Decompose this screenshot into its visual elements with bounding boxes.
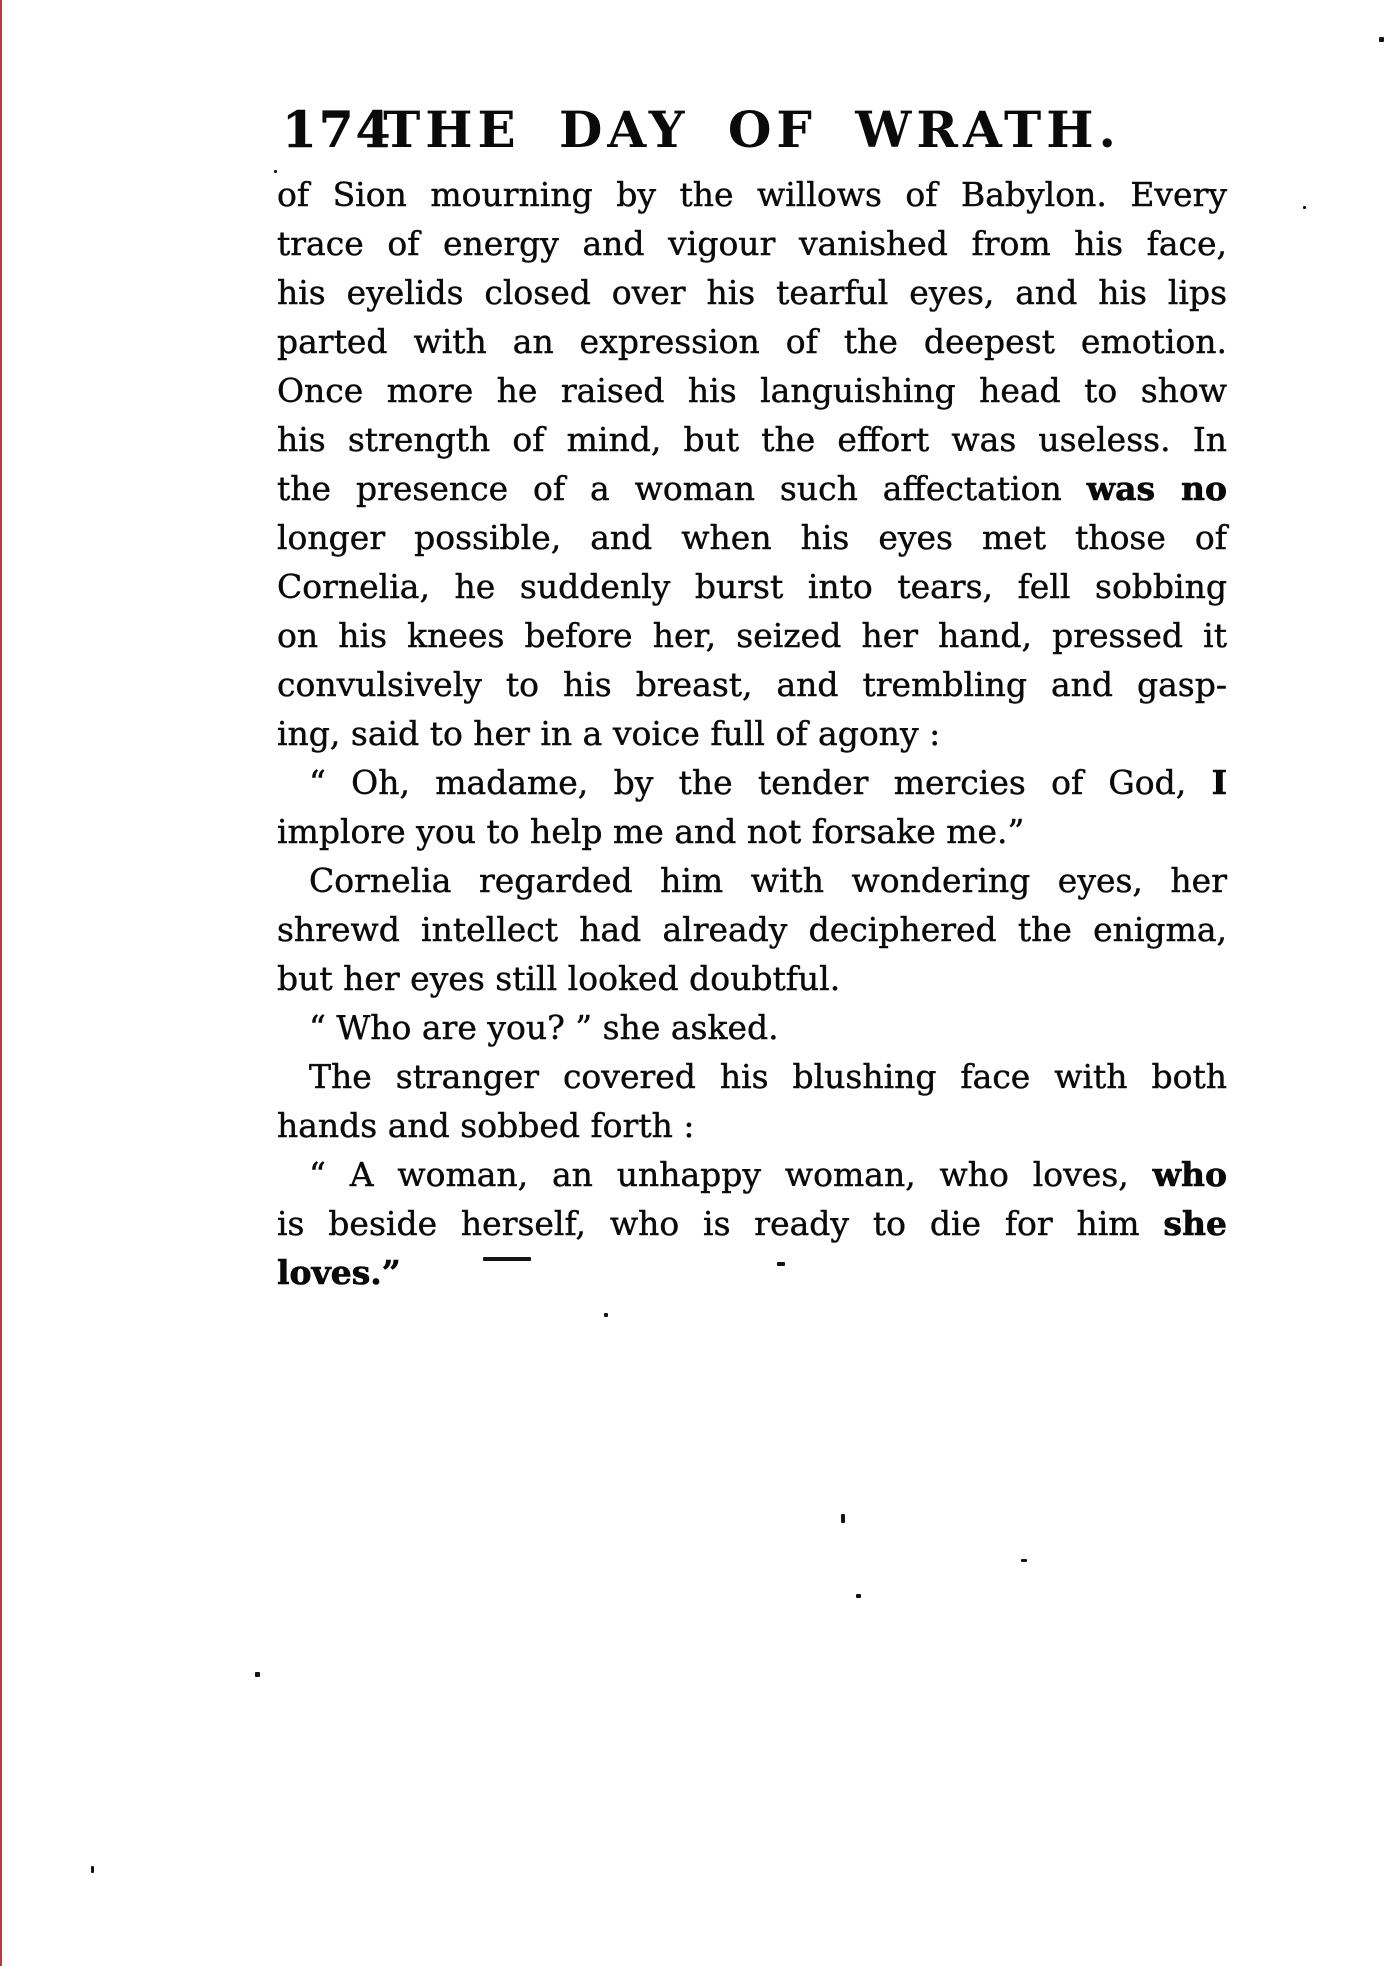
heavy-ink-word: I [1211,763,1227,802]
text-line: implore you to help me and not forsake me.” [277,812,1025,851]
body-text [277,170,1227,1297]
page-number: 174 [282,100,393,159]
text-line [277,1150,1227,1199]
scan-speck [1379,37,1384,42]
text-segment: “ A woman, an unhappy woman, who loves, [309,1155,1153,1194]
text-line: on his knees before her, seized her hand, pressed it [277,616,1227,655]
scan-speck [1303,206,1306,209]
text-line: but her eyes still looked doubtful. [277,959,841,998]
scan-speck [604,1313,608,1317]
scan-speck [274,170,277,173]
running-title: THE DAY OF WRATH. [383,100,1121,159]
text-line: his eyelids closed over his tearful eyes, and his lips [277,273,1227,312]
text-line: his strength of mind, but the effort was useless. In [277,420,1227,459]
heavy-ink-word: was no [1086,469,1227,508]
text-segment: is beside herself, who is ready to die for him [277,1204,1164,1243]
text-line: ing, said to her in a voice full of agony : [277,714,941,753]
scan-speck [777,1262,785,1266]
text-line: Once more he raised his languishing head to show [277,371,1227,410]
text-line: of Sion mourning by the willows of Babylon. Every [277,175,1227,214]
text-line: hands and sobbed forth : [277,1106,695,1145]
heavy-ink-word: she [1163,1204,1227,1243]
scan-speck [841,1514,845,1523]
text-line [277,464,1227,513]
heavy-ink-word: who [1152,1155,1227,1194]
text-line: trace of energy and vigour vanished from his face, [277,224,1227,263]
text-line: loves.” [277,1253,401,1292]
scan-speck [255,1672,260,1677]
text-line: parted with an expression of the deepest emotion. [277,322,1227,361]
text-line: longer possible, and when his eyes met those of [277,518,1227,557]
text-line: The stranger covered his blushing face with both [309,1057,1227,1096]
scan-speck [1021,1559,1027,1562]
text-line: Cornelia, he suddenly burst into tears, fell sobbing [277,567,1227,606]
text-line: convulsively to his breast, and trembling and gasp- [277,665,1227,704]
text-line: Cornelia regarded him with wondering eyes, her [309,861,1227,900]
scan-speck [856,1594,861,1598]
text-line: “ Who are you? ” she asked. [309,1008,779,1047]
text-line [277,1199,1227,1248]
text-segment: the presence of a woman such affectation [277,469,1087,508]
text-line: shrewd intellect had already deciphered the enigma, [277,910,1227,949]
text-segment: “ Oh, madame, by the tender mercies of God, [309,763,1212,802]
scan-speck [483,1257,531,1261]
scan-speck [91,1866,94,1873]
scan-edge-line [0,0,2,1966]
text-line [277,758,1227,807]
